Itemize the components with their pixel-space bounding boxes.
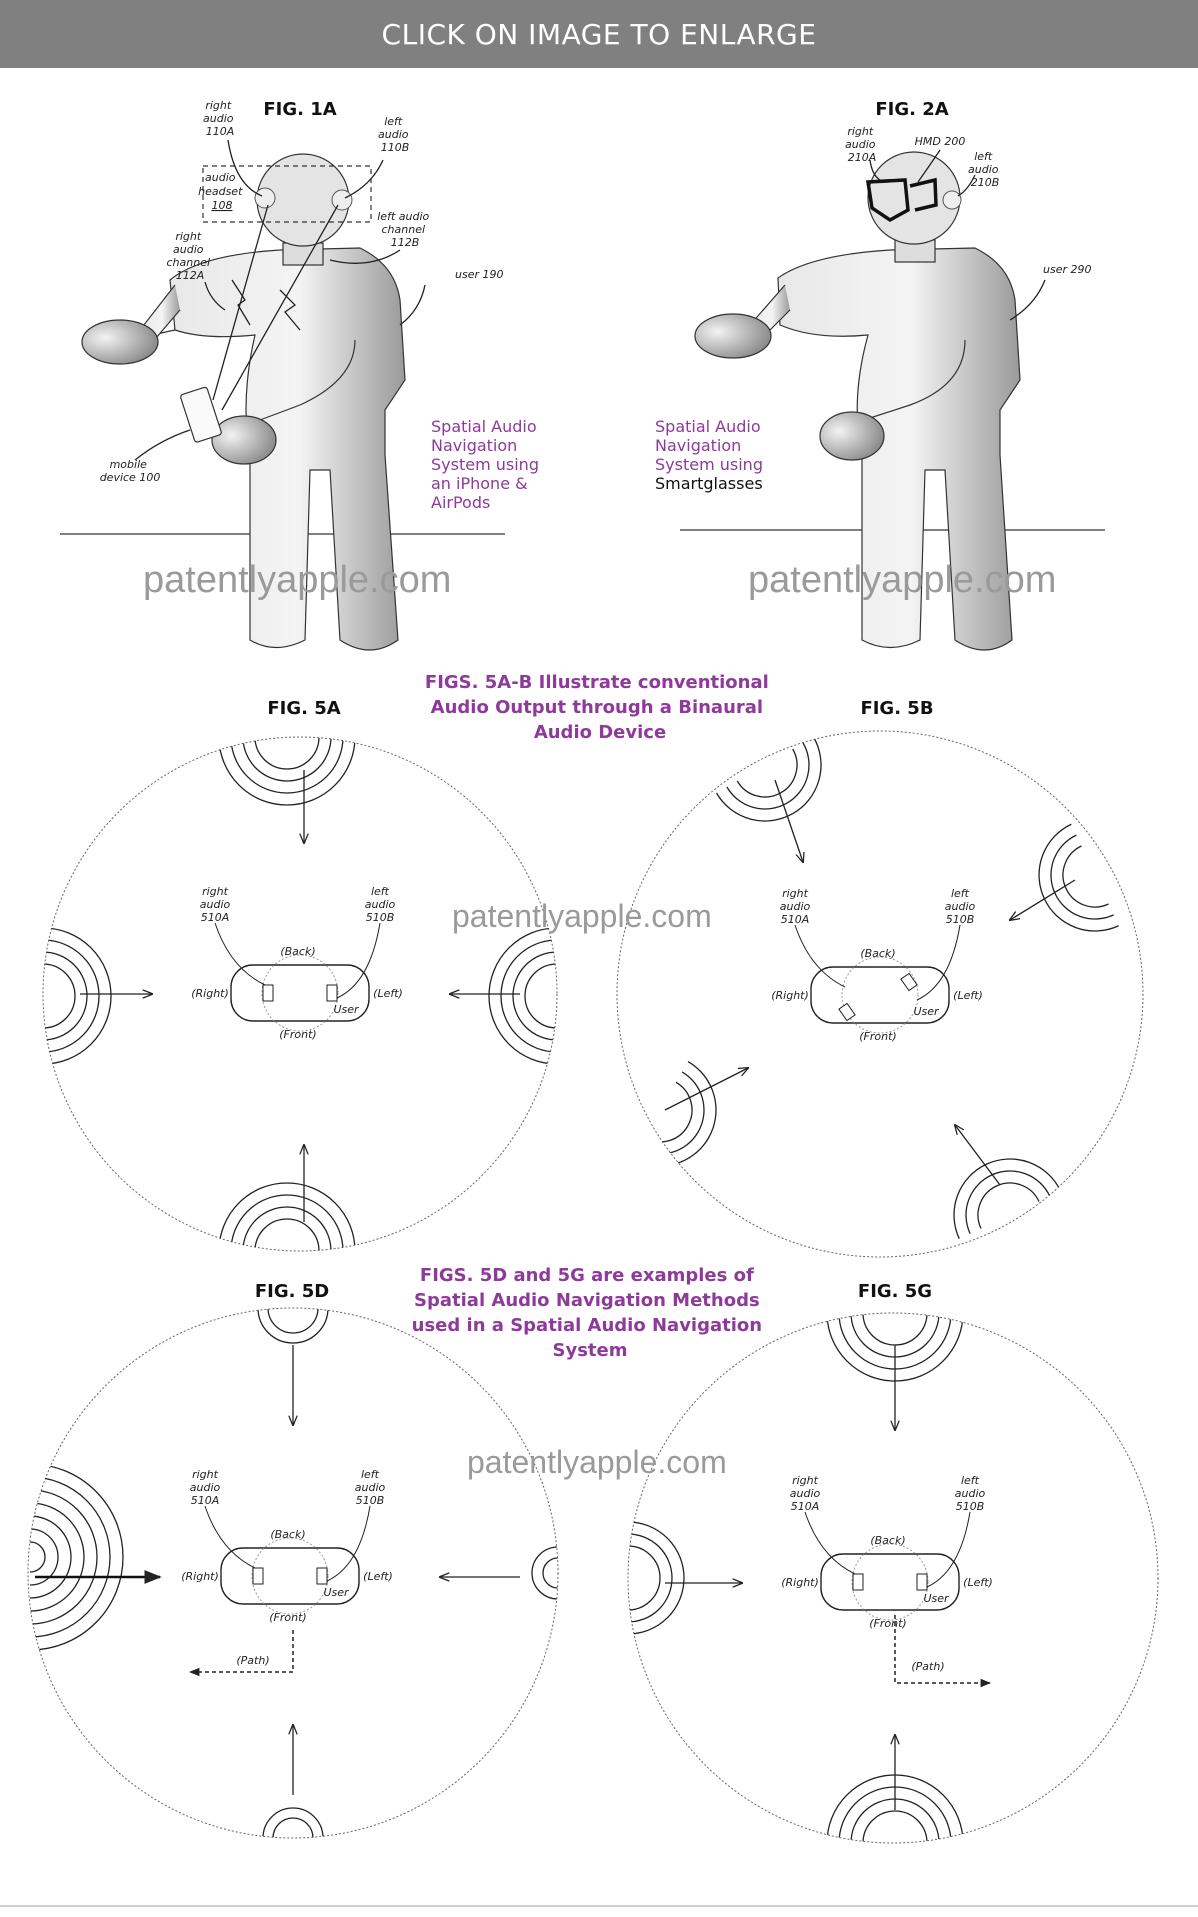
caption-figs-5a-b: FIGS. 5A-B Illustrate conventional Audio Output through a Binaural Audio Device — [424, 672, 769, 743]
right-speaker — [263, 985, 273, 1001]
fig-5a-title: FIG. 5A — [267, 698, 341, 719]
fig-1a-caption: Spatial Audio Navigation System using an iPhone & AirPods — [431, 417, 539, 512]
fig-1a — [60, 99, 544, 650]
right-speaker — [253, 1568, 263, 1584]
watermark-4: patentlyapple.com — [467, 1444, 727, 1480]
watermark-1: patentlyapple.com — [143, 559, 452, 601]
label-right-audio-510a: right audio 510A — [789, 1474, 821, 1513]
label-left-audio-510b: left audio 510B — [364, 885, 396, 924]
label-left: (Left) — [953, 989, 983, 1002]
caption-figs-5d-5g: FIGS. 5D and 5G are examples of Spatial Audio Navigation Methods used in a Spatial Audio Navigation System — [411, 1265, 763, 1361]
label-left-audio-510b: left audio 510B — [354, 1468, 386, 1507]
fig-2a — [655, 99, 1105, 650]
label-right: (Right) — [781, 1576, 819, 1589]
label-back: (Back) — [860, 947, 896, 960]
label-right: (Right) — [181, 1570, 219, 1583]
label-user: User — [913, 1005, 939, 1018]
fig-2a-caption-device: Smartglasses — [655, 474, 763, 493]
head-diagram-5a — [191, 885, 403, 1041]
head-diagram-5d — [181, 1468, 393, 1624]
label-audio-headset-108: audio headset 108 — [198, 171, 243, 212]
right-speaker — [853, 1574, 863, 1590]
label-user: User — [923, 1592, 949, 1605]
label-left-audio-210b: left audio 210B — [968, 150, 1000, 189]
bottom-divider — [0, 1905, 1198, 1907]
label-right-audio-110a: right audio 110A — [203, 99, 235, 138]
label-path-5g: (Path) — [911, 1660, 945, 1673]
label-right-audio-510a: right audio 510A — [189, 1468, 221, 1507]
head-diagram-5g — [781, 1474, 993, 1630]
label-mobile-device-100: mobile device 100 — [99, 458, 161, 484]
label-user: User — [333, 1003, 359, 1016]
label-left-audio-510b: left audio 510B — [944, 887, 976, 926]
label-front: (Front) — [279, 1028, 317, 1041]
label-front: (Front) — [859, 1030, 897, 1043]
label-left: (Left) — [963, 1576, 993, 1589]
label-right-audio-channel-112a: right audio channel 112A — [166, 230, 211, 282]
fig-5d-title: FIG. 5D — [254, 1281, 330, 1302]
label-user-190: user 190 — [455, 268, 504, 281]
enlarge-image-banner[interactable] — [0, 0, 1198, 68]
label-user: User — [323, 1586, 349, 1599]
fig-2a-caption: Spatial Audio Navigation System using — [655, 417, 763, 474]
label-user-290: user 290 — [1043, 263, 1092, 276]
label-left: (Left) — [363, 1570, 393, 1583]
left-speaker — [317, 1568, 327, 1584]
fig-1a-title: FIG. 1A — [263, 99, 337, 120]
label-back: (Back) — [870, 1534, 906, 1547]
label-left-audio-510b: left audio 510B — [954, 1474, 986, 1513]
label-left: (Left) — [373, 987, 403, 1000]
watermark-3: patentlyapple.com — [452, 898, 712, 934]
fig-5g-title: FIG. 5G — [857, 1281, 933, 1302]
label-path-5d: (Path) — [236, 1654, 270, 1667]
label-right: (Right) — [771, 989, 809, 1002]
fig-5b-title: FIG. 5B — [860, 698, 934, 719]
fig-2a-title: FIG. 2A — [875, 99, 949, 120]
left-speaker — [327, 985, 337, 1001]
label-right: (Right) — [191, 987, 229, 1000]
label-back: (Back) — [270, 1528, 306, 1541]
watermark-2: patentlyapple.com — [748, 559, 1057, 601]
head-diagram-5b — [771, 887, 983, 1043]
left-speaker — [917, 1574, 927, 1590]
label-left-audio-110b: left audio 110B — [378, 115, 410, 154]
patent-figure-image[interactable] — [0, 68, 1198, 1917]
label-right-audio-510a: right audio 510A — [199, 885, 231, 924]
label-hmd-200: HMD 200 — [914, 135, 966, 148]
label-front: (Front) — [269, 1611, 307, 1624]
label-left-audio-channel-112b: left audio channel 112B — [377, 210, 430, 249]
label-right-audio-510a: right audio 510A — [779, 887, 811, 926]
label-front: (Front) — [869, 1617, 907, 1630]
label-back: (Back) — [280, 945, 316, 958]
label-right-audio-210a: right audio 210A — [845, 125, 877, 164]
banner-label: CLICK ON IMAGE TO ENLARGE — [381, 17, 817, 51]
